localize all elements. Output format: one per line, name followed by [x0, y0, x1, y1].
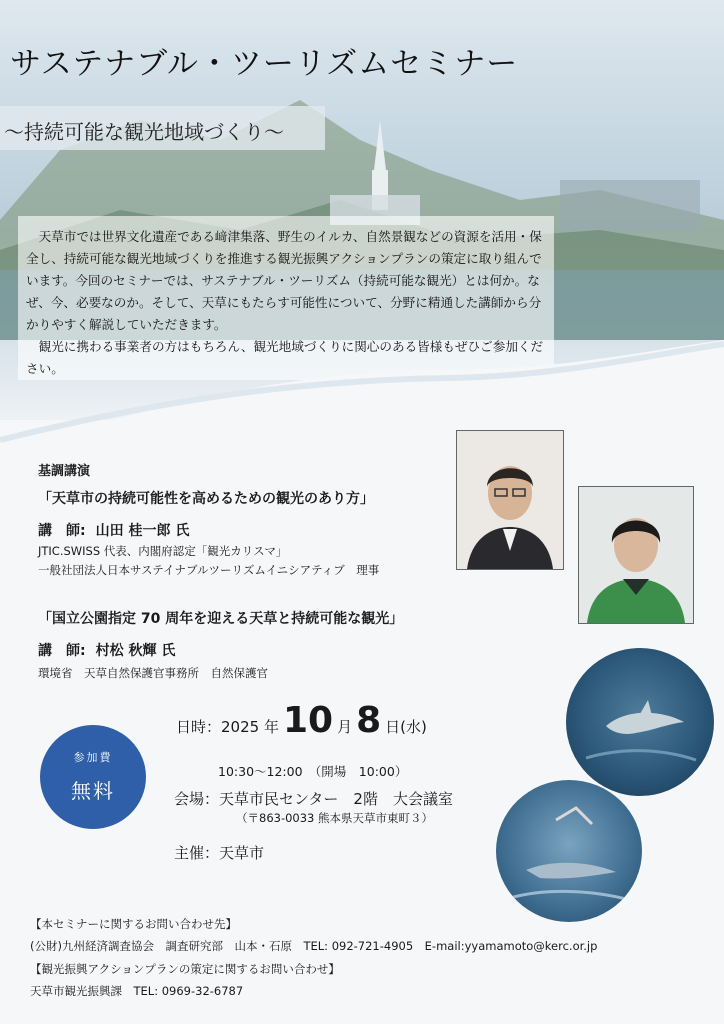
page-title: サステナブル・ツーリズムセミナー [10, 46, 519, 82]
date-month: 10 [282, 700, 334, 741]
event-date [176, 700, 427, 741]
talk2-title: 「国立公園指定 70 周年を迎える天草と持続可能な観光」 [38, 611, 404, 627]
event-venue: 会場：天草市民センター 2階 大会議室 [174, 790, 453, 808]
fee-label: 参加費 [73, 751, 113, 764]
dolphin-photo [566, 648, 714, 796]
date-day-suffix: 日(水) [385, 718, 427, 736]
dolphin-photo [496, 780, 642, 922]
person-portrait-icon [457, 431, 563, 569]
talk1-lecturer [38, 520, 189, 540]
dolphin-icon [496, 780, 642, 922]
affiliation-line: 一般社団法人日本サステイナブルツーリズムイニシアティブ 理事 [38, 563, 380, 577]
page-subtitle: 〜持続可能な観光地域づくり〜 [4, 120, 284, 144]
talk1-affiliation [38, 542, 379, 580]
keynote-label: 基調講演 [38, 464, 91, 479]
contact-heading: 【観光振興アクションプランの策定に関するお問い合わせ】 [30, 962, 340, 976]
date-prefix: 日時：2025 年 [176, 718, 279, 736]
talk1-title: 「天草市の持続可能性を高めるための観光のあり方」 [38, 491, 374, 507]
intro-paragraph: 天草市では世界文化遺産である﨑津集落、野生のイルカ、自然景観などの資源を活用・保全し、持続可能な観光地域づくりを推進する観光振興アクションプランの策定に取り組んでいます。今回のセミナーでは、サステナブル・ツーリズム（持続可能な観光）とは何か。なぜ、今、必要なのか。そして、天草にもたらす可能性について、分野に精通した講師から分かりやすく解説していただきます。 [26, 229, 542, 332]
person-portrait-icon [579, 487, 693, 623]
date-day: 8 [356, 700, 382, 741]
contact-line: (公財)九州経済調査協会 調査研究部 山本・石原 TEL: 092-721-4905 E-mail:yyamamoto@kerc.or.jp [30, 939, 598, 953]
lecturer-name: 山田 桂一郎 氏 [95, 523, 190, 539]
talk2-lecturer [38, 640, 175, 660]
talk2-affiliation [38, 664, 268, 683]
intro-paragraph: 観光に携わる事業者の方はもちろん、観光地域づくりに関心のある皆様もぜひご参加ください。 [26, 339, 544, 376]
contact-line: 天草市観光振興課 TEL: 0969-32-6787 [30, 984, 244, 998]
contact-heading: 【本セミナーに関するお問い合わせ先】 [30, 917, 237, 931]
affiliation-line: 環境省 天草自然保護官事務所 自然保護官 [38, 666, 268, 680]
event-time: 10:30〜12:00 （開場 10:00） [218, 764, 408, 779]
lecturer2-photo [578, 486, 694, 624]
lecturer-name: 村松 秋輝 氏 [95, 643, 176, 659]
wave-decoration [0, 330, 724, 470]
date-month-suffix: 月 [337, 718, 353, 736]
event-organizer: 主催：天草市 [174, 844, 265, 862]
lecturer-label: 講 師: [38, 523, 86, 539]
dolphin-icon [566, 648, 714, 796]
fee-badge [40, 725, 146, 829]
lecturer-label: 講 師: [38, 643, 86, 659]
event-address: （〒863-0033 熊本県天草市東町３） [236, 811, 434, 825]
affiliation-line: JTIC.SWISS 代表、内閣府認定「観光カリスマ」 [38, 544, 288, 558]
lecturer1-photo [456, 430, 564, 570]
fee-value: 無料 [71, 779, 115, 803]
